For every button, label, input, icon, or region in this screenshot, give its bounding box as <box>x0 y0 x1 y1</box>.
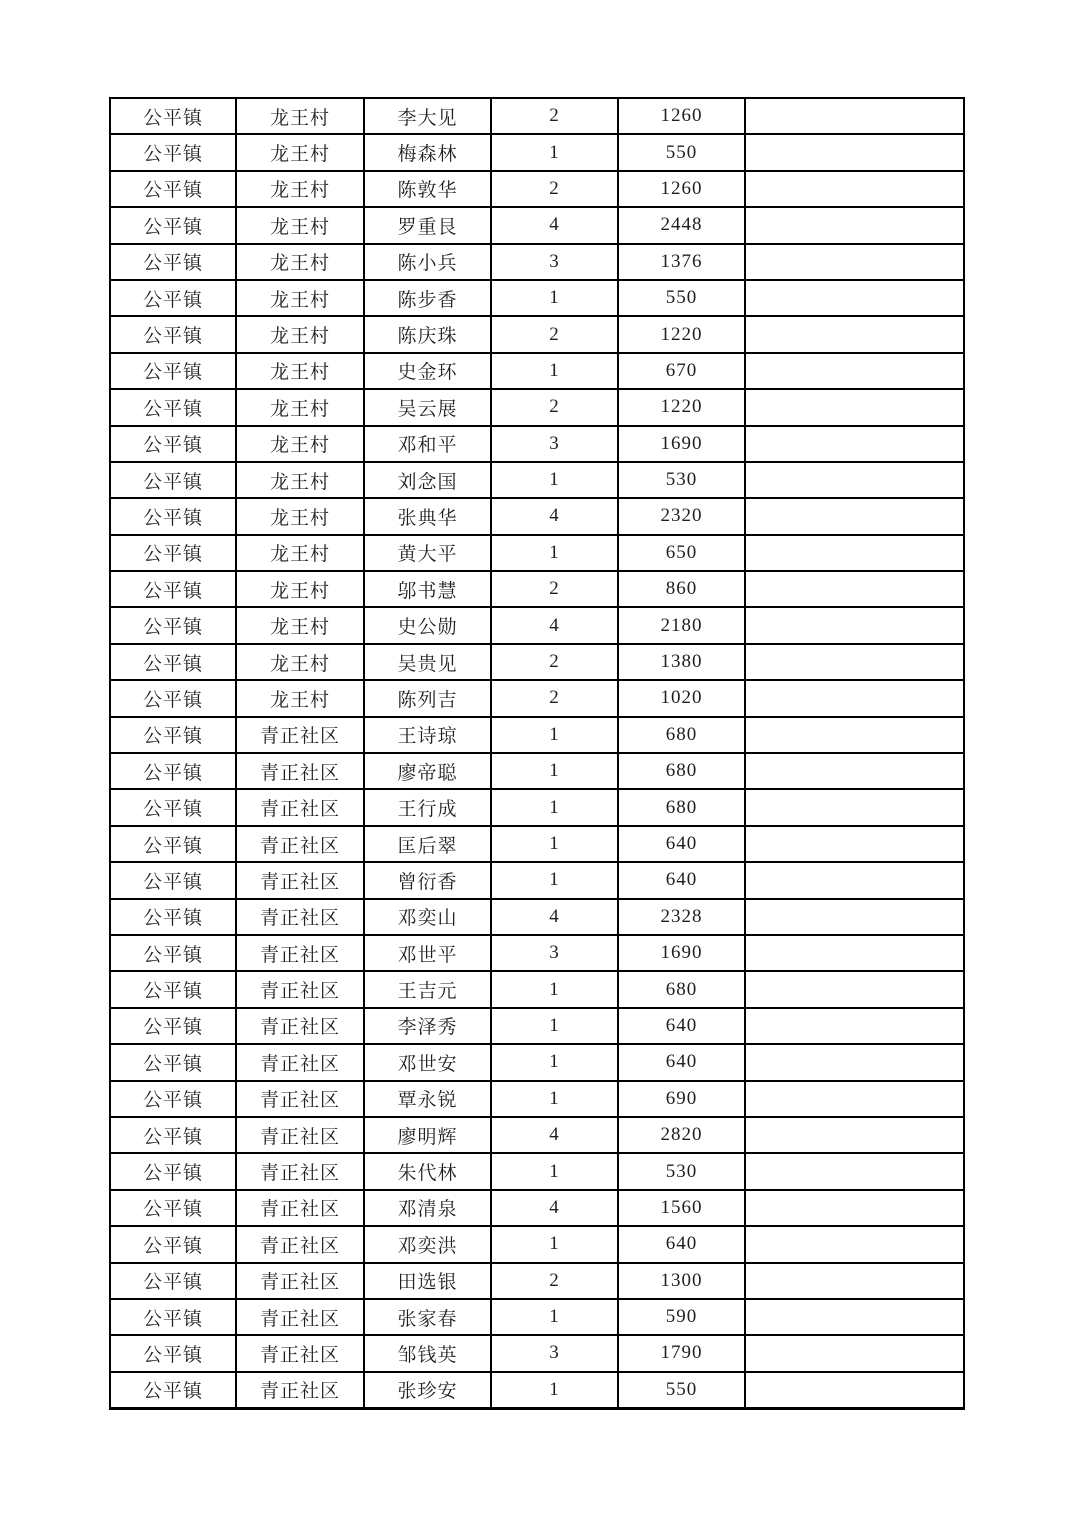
count-cell: 4 <box>491 607 618 643</box>
remark-cell <box>745 389 964 425</box>
amount-cell: 1380 <box>618 644 745 680</box>
count-cell: 2 <box>491 1263 618 1299</box>
village-cell: 青正社区 <box>236 1008 364 1044</box>
amount-cell: 640 <box>618 1044 745 1080</box>
table-row <box>110 498 964 534</box>
table-row <box>110 935 964 971</box>
village-cell: 青正社区 <box>236 789 364 825</box>
table-row <box>110 1263 964 1299</box>
town-cell: 公平镇 <box>110 717 236 753</box>
name-cell: 陈庆珠 <box>364 316 491 352</box>
town-cell: 公平镇 <box>110 1044 236 1080</box>
name-cell: 黄大平 <box>364 535 491 571</box>
town-cell: 公平镇 <box>110 1263 236 1299</box>
count-cell: 2 <box>491 389 618 425</box>
village-cell: 龙王村 <box>236 353 364 389</box>
town-cell: 公平镇 <box>110 98 236 134</box>
town-cell: 公平镇 <box>110 316 236 352</box>
table-row <box>110 426 964 462</box>
town-cell: 公平镇 <box>110 789 236 825</box>
count-cell: 4 <box>491 1117 618 1153</box>
amount-cell: 530 <box>618 1153 745 1189</box>
count-cell: 1 <box>491 1081 618 1117</box>
name-cell: 李泽秀 <box>364 1008 491 1044</box>
town-cell: 公平镇 <box>110 607 236 643</box>
remark-cell <box>745 171 964 207</box>
name-cell: 曾衍香 <box>364 862 491 898</box>
table-row <box>110 1008 964 1044</box>
town-cell: 公平镇 <box>110 826 236 862</box>
table-row <box>110 171 964 207</box>
name-cell: 吴贵见 <box>364 644 491 680</box>
count-cell: 4 <box>491 207 618 243</box>
town-cell: 公平镇 <box>110 134 236 170</box>
town-cell: 公平镇 <box>110 753 236 789</box>
records-table <box>109 97 965 1410</box>
table-row <box>110 717 964 753</box>
name-cell: 陈步香 <box>364 280 491 316</box>
name-cell: 廖明辉 <box>364 1117 491 1153</box>
table-row <box>110 607 964 643</box>
village-cell: 青正社区 <box>236 1335 364 1371</box>
name-cell: 邓奕山 <box>364 899 491 935</box>
count-cell: 3 <box>491 426 618 462</box>
remark-cell <box>745 353 964 389</box>
town-cell: 公平镇 <box>110 899 236 935</box>
amount-cell: 1260 <box>618 98 745 134</box>
town-cell: 公平镇 <box>110 1081 236 1117</box>
town-cell: 公平镇 <box>110 1153 236 1189</box>
count-cell: 1 <box>491 1153 618 1189</box>
table-row <box>110 1117 964 1153</box>
town-cell: 公平镇 <box>110 1372 236 1409</box>
remark-cell <box>745 1226 964 1262</box>
count-cell: 2 <box>491 316 618 352</box>
name-cell: 邓世平 <box>364 935 491 971</box>
town-cell: 公平镇 <box>110 280 236 316</box>
name-cell: 邹钱英 <box>364 1335 491 1371</box>
village-cell: 青正社区 <box>236 1153 364 1189</box>
town-cell: 公平镇 <box>110 1226 236 1262</box>
name-cell: 邓世安 <box>364 1044 491 1080</box>
table-row <box>110 1299 964 1335</box>
name-cell: 覃永锐 <box>364 1081 491 1117</box>
count-cell: 1 <box>491 826 618 862</box>
village-cell: 龙王村 <box>236 389 364 425</box>
village-cell: 青正社区 <box>236 1263 364 1299</box>
remark-cell <box>745 753 964 789</box>
name-cell: 匡后翠 <box>364 826 491 862</box>
name-cell: 王诗琼 <box>364 717 491 753</box>
amount-cell: 1220 <box>618 316 745 352</box>
name-cell: 邓奕洪 <box>364 1226 491 1262</box>
remark-cell <box>745 826 964 862</box>
count-cell: 4 <box>491 899 618 935</box>
amount-cell: 2820 <box>618 1117 745 1153</box>
name-cell: 吴云展 <box>364 389 491 425</box>
table-row <box>110 244 964 280</box>
amount-cell: 680 <box>618 971 745 1007</box>
town-cell: 公平镇 <box>110 862 236 898</box>
name-cell: 朱代林 <box>364 1153 491 1189</box>
table-row <box>110 134 964 170</box>
amount-cell: 650 <box>618 535 745 571</box>
village-cell: 龙王村 <box>236 171 364 207</box>
town-cell: 公平镇 <box>110 1190 236 1226</box>
count-cell: 1 <box>491 280 618 316</box>
table-row <box>110 316 964 352</box>
remark-cell <box>745 1153 964 1189</box>
amount-cell: 2180 <box>618 607 745 643</box>
town-cell: 公平镇 <box>110 1117 236 1153</box>
name-cell: 陈敦华 <box>364 171 491 207</box>
amount-cell: 1376 <box>618 244 745 280</box>
count-cell: 3 <box>491 244 618 280</box>
count-cell: 4 <box>491 1190 618 1226</box>
remark-cell <box>745 244 964 280</box>
count-cell: 2 <box>491 171 618 207</box>
name-cell: 邓清泉 <box>364 1190 491 1226</box>
table-row <box>110 1081 964 1117</box>
village-cell: 龙王村 <box>236 462 364 498</box>
amount-cell: 640 <box>618 1008 745 1044</box>
table-row <box>110 98 964 134</box>
town-cell: 公平镇 <box>110 389 236 425</box>
table-row <box>110 535 964 571</box>
count-cell: 2 <box>491 644 618 680</box>
count-cell: 1 <box>491 862 618 898</box>
amount-cell: 860 <box>618 571 745 607</box>
table-row <box>110 353 964 389</box>
amount-cell: 1300 <box>618 1263 745 1299</box>
name-cell: 罗重艮 <box>364 207 491 243</box>
table-row <box>110 899 964 935</box>
town-cell: 公平镇 <box>110 1335 236 1371</box>
town-cell: 公平镇 <box>110 680 236 716</box>
amount-cell: 2320 <box>618 498 745 534</box>
amount-cell: 2448 <box>618 207 745 243</box>
remark-cell <box>745 644 964 680</box>
table-row <box>110 1372 964 1409</box>
count-cell: 1 <box>491 535 618 571</box>
remark-cell <box>745 462 964 498</box>
remark-cell <box>745 571 964 607</box>
table-row <box>110 753 964 789</box>
name-cell: 张珍安 <box>364 1372 491 1409</box>
remark-cell <box>745 1190 964 1226</box>
village-cell: 青正社区 <box>236 862 364 898</box>
remark-cell <box>745 280 964 316</box>
amount-cell: 670 <box>618 353 745 389</box>
count-cell: 1 <box>491 1008 618 1044</box>
table-row <box>110 571 964 607</box>
town-cell: 公平镇 <box>110 1299 236 1335</box>
name-cell: 陈列吉 <box>364 680 491 716</box>
remark-cell <box>745 535 964 571</box>
table-row <box>110 389 964 425</box>
remark-cell <box>745 498 964 534</box>
amount-cell: 640 <box>618 862 745 898</box>
village-cell: 龙王村 <box>236 644 364 680</box>
village-cell: 青正社区 <box>236 1190 364 1226</box>
amount-cell: 1020 <box>618 680 745 716</box>
count-cell: 3 <box>491 935 618 971</box>
amount-cell: 550 <box>618 134 745 170</box>
village-cell: 龙王村 <box>236 207 364 243</box>
village-cell: 青正社区 <box>236 899 364 935</box>
town-cell: 公平镇 <box>110 498 236 534</box>
name-cell: 梅森林 <box>364 134 491 170</box>
village-cell: 龙王村 <box>236 680 364 716</box>
village-cell: 龙王村 <box>236 571 364 607</box>
count-cell: 1 <box>491 971 618 1007</box>
count-cell: 3 <box>491 1335 618 1371</box>
amount-cell: 550 <box>618 1372 745 1409</box>
town-cell: 公平镇 <box>110 462 236 498</box>
table-row <box>110 280 964 316</box>
count-cell: 1 <box>491 753 618 789</box>
village-cell: 龙王村 <box>236 316 364 352</box>
count-cell: 1 <box>491 462 618 498</box>
town-cell: 公平镇 <box>110 244 236 280</box>
name-cell: 邬书慧 <box>364 571 491 607</box>
count-cell: 2 <box>491 98 618 134</box>
count-cell: 1 <box>491 1226 618 1262</box>
count-cell: 1 <box>491 1044 618 1080</box>
remark-cell <box>745 680 964 716</box>
count-cell: 1 <box>491 353 618 389</box>
count-cell: 1 <box>491 789 618 825</box>
remark-cell <box>745 971 964 1007</box>
village-cell: 龙王村 <box>236 244 364 280</box>
records-table-body <box>110 98 964 1409</box>
village-cell: 青正社区 <box>236 1044 364 1080</box>
remark-cell <box>745 862 964 898</box>
name-cell: 王行成 <box>364 789 491 825</box>
village-cell: 龙王村 <box>236 134 364 170</box>
table-row <box>110 644 964 680</box>
village-cell: 青正社区 <box>236 1299 364 1335</box>
village-cell: 龙王村 <box>236 607 364 643</box>
town-cell: 公平镇 <box>110 535 236 571</box>
town-cell: 公平镇 <box>110 353 236 389</box>
village-cell: 青正社区 <box>236 1372 364 1409</box>
town-cell: 公平镇 <box>110 171 236 207</box>
town-cell: 公平镇 <box>110 971 236 1007</box>
village-cell: 龙王村 <box>236 426 364 462</box>
remark-cell <box>745 207 964 243</box>
table-row <box>110 207 964 243</box>
amount-cell: 590 <box>618 1299 745 1335</box>
amount-cell: 2328 <box>618 899 745 935</box>
remark-cell <box>745 426 964 462</box>
amount-cell: 680 <box>618 753 745 789</box>
village-cell: 青正社区 <box>236 1226 364 1262</box>
count-cell: 2 <box>491 680 618 716</box>
town-cell: 公平镇 <box>110 571 236 607</box>
amount-cell: 530 <box>618 462 745 498</box>
remark-cell <box>745 1008 964 1044</box>
amount-cell: 1690 <box>618 935 745 971</box>
table-row <box>110 1226 964 1262</box>
village-cell: 青正社区 <box>236 1081 364 1117</box>
name-cell: 李大见 <box>364 98 491 134</box>
amount-cell: 690 <box>618 1081 745 1117</box>
town-cell: 公平镇 <box>110 935 236 971</box>
name-cell: 张典华 <box>364 498 491 534</box>
remark-cell <box>745 134 964 170</box>
remark-cell <box>745 316 964 352</box>
amount-cell: 1790 <box>618 1335 745 1371</box>
amount-cell: 550 <box>618 280 745 316</box>
name-cell: 史金环 <box>364 353 491 389</box>
name-cell: 廖帝聪 <box>364 753 491 789</box>
amount-cell: 1260 <box>618 171 745 207</box>
name-cell: 田选银 <box>364 1263 491 1299</box>
remark-cell <box>745 1117 964 1153</box>
village-cell: 青正社区 <box>236 971 364 1007</box>
town-cell: 公平镇 <box>110 644 236 680</box>
name-cell: 史公勋 <box>364 607 491 643</box>
remark-cell <box>745 1081 964 1117</box>
amount-cell: 640 <box>618 1226 745 1262</box>
remark-cell <box>745 899 964 935</box>
count-cell: 1 <box>491 717 618 753</box>
village-cell: 青正社区 <box>236 935 364 971</box>
village-cell: 青正社区 <box>236 717 364 753</box>
remark-cell <box>745 789 964 825</box>
count-cell: 1 <box>491 1299 618 1335</box>
count-cell: 2 <box>491 571 618 607</box>
remark-cell <box>745 1372 964 1409</box>
village-cell: 龙王村 <box>236 535 364 571</box>
town-cell: 公平镇 <box>110 1008 236 1044</box>
remark-cell <box>745 1263 964 1299</box>
table-row <box>110 862 964 898</box>
village-cell: 青正社区 <box>236 1117 364 1153</box>
table-row <box>110 1335 964 1371</box>
town-cell: 公平镇 <box>110 207 236 243</box>
remark-cell <box>745 717 964 753</box>
remark-cell <box>745 1044 964 1080</box>
count-cell: 4 <box>491 498 618 534</box>
table-row <box>110 680 964 716</box>
amount-cell: 680 <box>618 789 745 825</box>
table-row <box>110 462 964 498</box>
name-cell: 刘念国 <box>364 462 491 498</box>
table-row <box>110 971 964 1007</box>
village-cell: 龙王村 <box>236 280 364 316</box>
name-cell: 张家春 <box>364 1299 491 1335</box>
name-cell: 邓和平 <box>364 426 491 462</box>
remark-cell <box>745 935 964 971</box>
table-row <box>110 1190 964 1226</box>
table-row <box>110 1044 964 1080</box>
amount-cell: 1690 <box>618 426 745 462</box>
count-cell: 1 <box>491 1372 618 1409</box>
remark-cell <box>745 1335 964 1371</box>
amount-cell: 640 <box>618 826 745 862</box>
village-cell: 青正社区 <box>236 826 364 862</box>
remark-cell <box>745 607 964 643</box>
village-cell: 青正社区 <box>236 753 364 789</box>
remark-cell <box>745 98 964 134</box>
name-cell: 王吉元 <box>364 971 491 1007</box>
remark-cell <box>745 1299 964 1335</box>
amount-cell: 1220 <box>618 389 745 425</box>
table-row <box>110 789 964 825</box>
amount-cell: 1560 <box>618 1190 745 1226</box>
count-cell: 1 <box>491 134 618 170</box>
name-cell: 陈小兵 <box>364 244 491 280</box>
village-cell: 龙王村 <box>236 498 364 534</box>
amount-cell: 680 <box>618 717 745 753</box>
table-row <box>110 826 964 862</box>
village-cell: 龙王村 <box>236 98 364 134</box>
town-cell: 公平镇 <box>110 426 236 462</box>
table-row <box>110 1153 964 1189</box>
